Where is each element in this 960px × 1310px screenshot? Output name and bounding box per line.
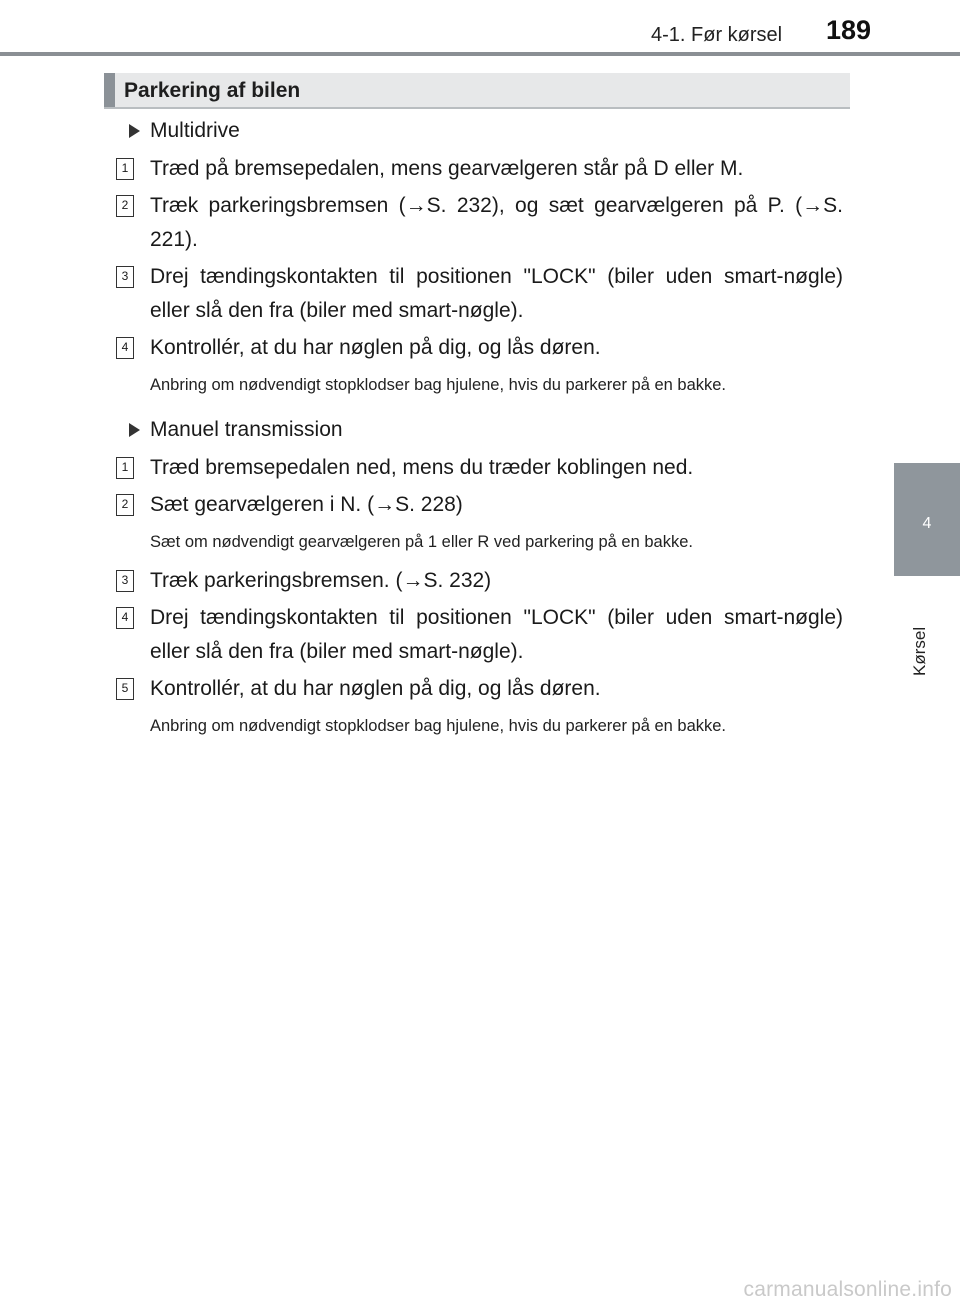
note-text: Anbring om nødvendigt stopklodser bag hjulene, hvis du parkerer på en bakke. xyxy=(150,717,727,735)
step-number-badge: 3 xyxy=(116,570,134,592)
step-number-badge: 1 xyxy=(116,457,134,479)
header-rule xyxy=(0,52,960,56)
subheading-text: Multidrive xyxy=(150,119,240,142)
step-number-badge: 3 xyxy=(116,266,134,288)
step-text: Træd bremsepedalen ned, mens du træder koblingen ned. xyxy=(150,456,694,479)
step-item xyxy=(116,152,843,186)
content-body xyxy=(116,114,843,748)
step-item xyxy=(116,672,843,706)
watermark: carmanualsonline.info xyxy=(743,1278,952,1301)
step-item xyxy=(116,488,843,522)
step-text: Træk parkeringsbremsen (→S. 232), og sæt gearvælgeren på P. (→S. 221). xyxy=(150,194,843,251)
step-number-badge: 2 xyxy=(116,494,134,516)
subheading-manual xyxy=(116,413,843,451)
chapter-label: Kørsel xyxy=(910,626,929,676)
chapter-tab xyxy=(894,463,960,576)
step-item xyxy=(116,564,843,598)
step-item xyxy=(116,189,843,257)
step-number-badge: 2 xyxy=(116,195,134,217)
step-number-badge: 4 xyxy=(116,337,134,359)
note-text: Anbring om nødvendigt stopklodser bag hjulene, hvis du parkerer på en bakke. xyxy=(150,376,727,394)
step-text: Drej tændingskontakten til positionen "LOCK" (biler uden smart-nøgle) eller slå den fra (biler med smart-nøgle). xyxy=(150,265,843,322)
subheading-multidrive xyxy=(116,114,843,152)
page-number: 189 xyxy=(826,15,872,45)
step-item xyxy=(116,260,843,328)
step-text: Drej tændingskontakten til positionen "LOCK" (biler uden smart-nøgle) eller slå den fra (biler med smart-nøgle). xyxy=(150,606,843,663)
chapter-label-area xyxy=(894,576,960,686)
step-text: Kontrollér, at du har nøglen på dig, og lås døren. xyxy=(150,677,601,700)
step-text: Kontrollér, at du har nøglen på dig, og lås døren. xyxy=(150,336,601,359)
subheading-text: Manuel transmission xyxy=(150,418,343,441)
step-text: Sæt gearvælgeren i N. (→S. 228) xyxy=(150,493,463,516)
step-number-badge: 5 xyxy=(116,678,134,700)
step-number-badge: 1 xyxy=(116,158,134,180)
chapter-number: 4 xyxy=(922,515,932,532)
step-item xyxy=(116,601,843,669)
step-item xyxy=(116,331,843,365)
note-text: Sæt om nødvendigt gearvælgeren på 1 eller R ved parkering på en bakke. xyxy=(150,533,693,551)
section-title-bar xyxy=(104,73,850,109)
step-item xyxy=(116,451,843,485)
step-text: Træk parkeringsbremsen. (→S. 232) xyxy=(150,569,492,592)
triangle-bullet-icon xyxy=(129,124,140,138)
triangle-bullet-icon xyxy=(129,423,140,437)
step-text: Træd på bremsepedalen, mens gearvælgeren står på D eller M. xyxy=(150,157,744,180)
title-accent-bar xyxy=(104,73,115,107)
section-title: Parkering af bilen xyxy=(124,79,301,102)
step-number-badge: 4 xyxy=(116,607,134,629)
header-section-title: 4-1. Før kørsel xyxy=(651,24,783,46)
